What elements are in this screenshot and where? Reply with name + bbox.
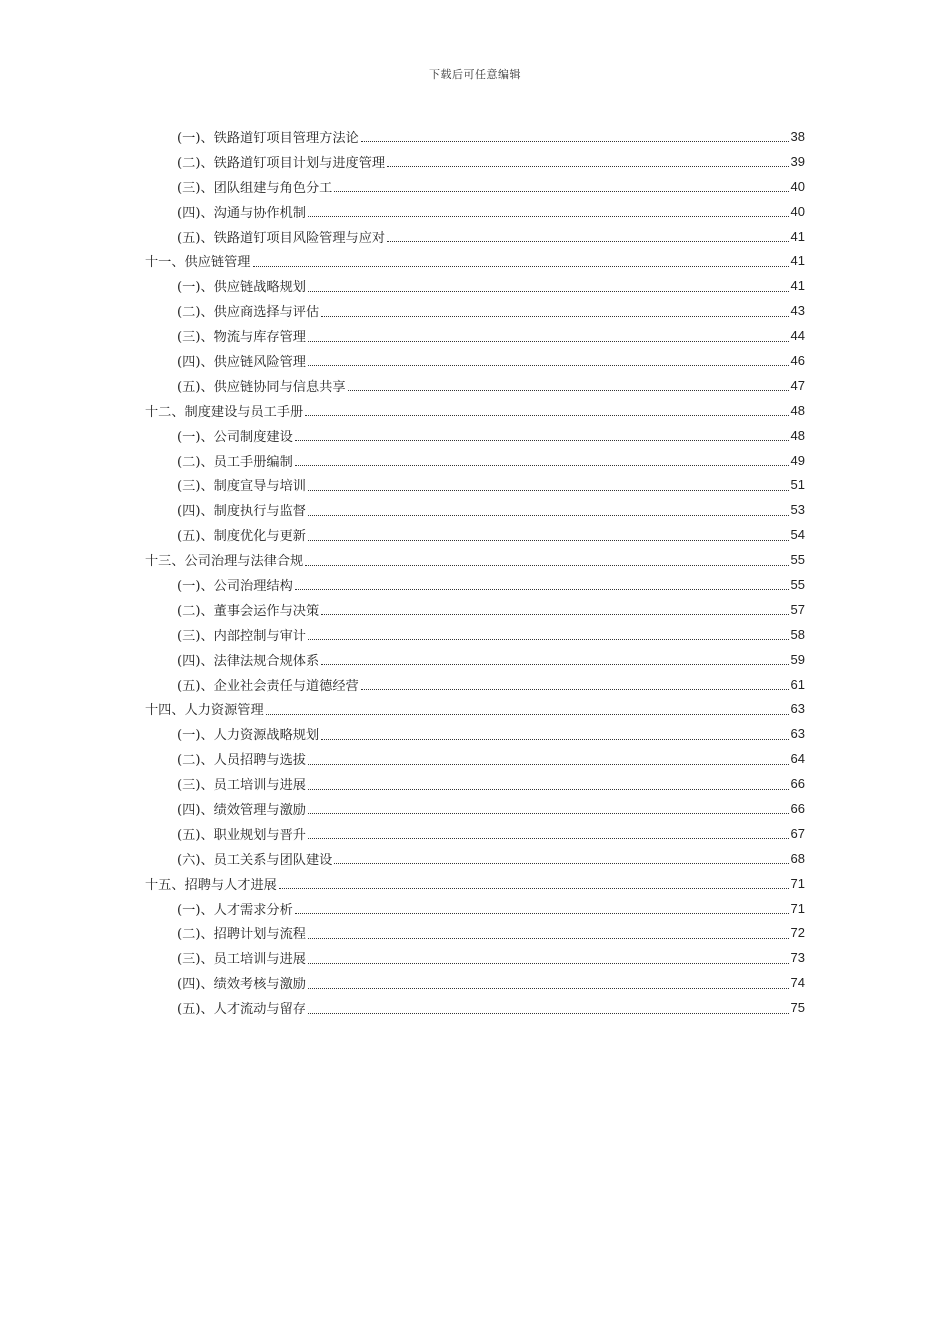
toc-entry-page-number: 66: [790, 800, 805, 816]
toc-entry-title: (二)、供应商选择与评估: [177, 305, 320, 321]
toc-entry-title: (二)、员工手册编制: [177, 454, 293, 470]
toc-dot-leader: [308, 987, 789, 989]
toc-dot-leader: [321, 738, 788, 740]
toc-entry-title: (一)、供应链战略规划: [177, 280, 306, 296]
toc-entry-page-number: 39: [790, 153, 805, 169]
toc-entry-title: (五)、铁路道钉项目风险管理与应对: [177, 230, 386, 246]
toc-dot-leader: [308, 539, 789, 541]
toc-dot-leader: [308, 763, 789, 765]
toc-dot-leader: [321, 613, 788, 615]
toc-entry-title: (四)、绩效管理与激励: [177, 802, 306, 818]
toc-entry-title: (四)、绩效考核与激励: [177, 977, 306, 993]
toc-section-entry[interactable]: [0, 273, 950, 298]
toc-section-entry[interactable]: [0, 448, 950, 473]
toc-dot-leader: [334, 862, 788, 864]
toc-entry-page-number: 71: [790, 875, 805, 891]
toc-section-entry[interactable]: [0, 796, 950, 821]
toc-section-entry[interactable]: [0, 846, 950, 871]
toc-entry-page-number: 61: [790, 676, 805, 692]
toc-entry-title: (五)、制度优化与更新: [177, 529, 306, 545]
toc-entry-page-number: 55: [790, 552, 805, 568]
toc-entry-page-number: 40: [790, 178, 805, 194]
toc-dot-leader: [308, 364, 789, 366]
toc-entry-page-number: 68: [790, 850, 805, 866]
toc-entry-title: (二)、招聘计划与流程: [177, 927, 306, 943]
toc-entry-page-number: 41: [790, 228, 805, 244]
toc-dot-leader: [361, 688, 789, 690]
toc-dot-leader: [308, 837, 789, 839]
toc-dot-leader: [308, 290, 789, 292]
toc-dot-leader: [387, 165, 788, 167]
toc-section-entry[interactable]: [0, 771, 950, 796]
toc-entry-title: (五)、供应链协同与信息共享: [177, 379, 346, 395]
toc-entry-title: (四)、制度执行与监督: [177, 504, 306, 520]
toc-entry-page-number: 57: [790, 601, 805, 617]
toc-chapter-entry[interactable]: [0, 398, 950, 423]
toc-entry-page-number: 40: [790, 203, 805, 219]
toc-entry-title: (二)、人员招聘与选拔: [177, 753, 306, 769]
toc-dot-leader: [308, 638, 789, 640]
toc-entry-page-number: 71: [790, 900, 805, 916]
toc-entry-page-number: 59: [790, 651, 805, 667]
toc-dot-leader: [266, 713, 789, 715]
toc-dot-leader: [308, 340, 789, 342]
toc-entry-page-number: 63: [790, 701, 805, 717]
toc-dot-leader: [295, 912, 789, 914]
toc-entry-title: (一)、人力资源战略规划: [177, 728, 320, 744]
toc-entry-title: 十一、供应链管理: [145, 255, 251, 271]
toc-section-entry[interactable]: [0, 224, 950, 249]
toc-entry-title: (四)、法律法规合规体系: [177, 653, 320, 669]
toc-entry-title: 十四、人力资源管理: [145, 703, 264, 719]
toc-entry-page-number: 73: [790, 950, 805, 966]
toc-dot-leader: [321, 315, 788, 317]
toc-entry-title: (三)、团队组建与角色分工: [177, 180, 333, 196]
toc-entry-title: (一)、公司制度建设: [177, 429, 293, 445]
toc-entry-page-number: 47: [790, 377, 805, 393]
toc-section-entry[interactable]: [0, 373, 950, 398]
toc-entry-page-number: 53: [790, 502, 805, 518]
toc-section-entry[interactable]: [0, 896, 950, 921]
toc-entry-title: (六)、员工关系与团队建设: [177, 852, 333, 868]
toc-dot-leader: [308, 962, 789, 964]
toc-section-entry[interactable]: [0, 970, 950, 995]
toc-section-entry[interactable]: [0, 423, 950, 448]
toc-entry-page-number: 51: [790, 477, 805, 493]
toc-dot-leader: [279, 887, 789, 889]
toc-entry-title: 十三、公司治理与法律合规: [145, 554, 304, 570]
toc-section-entry[interactable]: [0, 298, 950, 323]
toc-section-entry[interactable]: [0, 721, 950, 746]
toc-section-entry[interactable]: [0, 821, 950, 846]
toc-entry-page-number: 66: [790, 776, 805, 792]
toc-entry-page-number: 43: [790, 303, 805, 319]
toc-section-entry[interactable]: [0, 672, 950, 697]
toc-entry-page-number: 72: [790, 925, 805, 941]
toc-section-entry[interactable]: [0, 522, 950, 547]
toc-dot-leader: [387, 240, 788, 242]
toc-entry-page-number: 67: [790, 825, 805, 841]
toc-entry-page-number: 41: [790, 278, 805, 294]
toc-dot-leader: [308, 788, 789, 790]
toc-section-entry[interactable]: [0, 124, 950, 149]
toc-dot-leader: [361, 140, 789, 142]
toc-entry-page-number: 48: [790, 427, 805, 443]
toc-dot-leader: [308, 937, 789, 939]
toc-section-entry[interactable]: [0, 348, 950, 373]
toc-entry-page-number: 75: [790, 1000, 805, 1016]
toc-section-entry[interactable]: [0, 746, 950, 771]
toc-entry-page-number: 44: [790, 328, 805, 344]
toc-section-entry[interactable]: [0, 199, 950, 224]
toc-entry-title: (四)、供应链风险管理: [177, 354, 306, 370]
toc-dot-leader: [348, 389, 789, 391]
toc-section-entry[interactable]: [0, 995, 950, 1020]
toc-entry-title: (三)、制度宣导与培训: [177, 479, 306, 495]
table-of-contents: [0, 124, 950, 1020]
toc-chapter-entry[interactable]: [0, 871, 950, 896]
toc-entry-page-number: 54: [790, 527, 805, 543]
toc-entry-page-number: 48: [790, 402, 805, 418]
toc-section-entry[interactable]: [0, 472, 950, 497]
toc-dot-leader: [305, 564, 788, 566]
toc-section-entry[interactable]: [0, 174, 950, 199]
toc-entry-title: (五)、企业社会责任与道德经营: [177, 678, 359, 694]
page-header: 下载后可任意编辑: [429, 68, 521, 81]
toc-chapter-entry[interactable]: [0, 696, 950, 721]
toc-section-entry[interactable]: [0, 597, 950, 622]
toc-entry-title: (三)、员工培训与进展: [177, 778, 306, 794]
toc-dot-leader: [308, 215, 789, 217]
toc-entry-page-number: 49: [790, 452, 805, 468]
toc-entry-page-number: 64: [790, 751, 805, 767]
toc-entry-page-number: 38: [790, 128, 805, 144]
toc-entry-page-number: 63: [790, 726, 805, 742]
toc-entry-title: (一)、人才需求分析: [177, 902, 293, 918]
toc-entry-title: (一)、铁路道钉项目管理方法论: [177, 130, 359, 146]
toc-section-entry[interactable]: [0, 497, 950, 522]
toc-entry-title: (五)、人才流动与留存: [177, 1002, 306, 1018]
toc-dot-leader: [253, 265, 789, 267]
toc-entry-title: (四)、沟通与协作机制: [177, 205, 306, 221]
toc-dot-leader: [308, 489, 789, 491]
toc-dot-leader: [308, 1012, 789, 1014]
toc-entry-page-number: 41: [790, 253, 805, 269]
toc-dot-leader: [295, 464, 789, 466]
toc-section-entry[interactable]: [0, 921, 950, 946]
toc-entry-title: (三)、内部控制与审计: [177, 628, 306, 644]
toc-entry-page-number: 74: [790, 975, 805, 991]
toc-dot-leader: [295, 439, 789, 441]
toc-section-entry[interactable]: [0, 323, 950, 348]
toc-entry-page-number: 46: [790, 352, 805, 368]
toc-section-entry[interactable]: [0, 149, 950, 174]
toc-chapter-entry[interactable]: [0, 547, 950, 572]
toc-dot-leader: [308, 514, 789, 516]
toc-section-entry[interactable]: [0, 622, 950, 647]
toc-entry-title: 十二、制度建设与员工手册: [145, 404, 304, 420]
toc-entry-title: (五)、职业规划与晋升: [177, 827, 306, 843]
toc-section-entry[interactable]: [0, 945, 950, 970]
toc-entry-title: (二)、董事会运作与决策: [177, 603, 320, 619]
toc-entry-title: 十五、招聘与人才进展: [145, 877, 277, 893]
toc-entry-title: (三)、员工培训与进展: [177, 952, 306, 968]
toc-entry-title: (一)、公司治理结构: [177, 578, 293, 594]
toc-entry-page-number: 58: [790, 626, 805, 642]
toc-entry-title: (二)、铁路道钉项目计划与进度管理: [177, 155, 386, 171]
toc-section-entry[interactable]: [0, 647, 950, 672]
toc-entry-title: (三)、物流与库存管理: [177, 330, 306, 346]
toc-dot-leader: [334, 190, 788, 192]
toc-entry-page-number: 55: [790, 576, 805, 592]
toc-dot-leader: [321, 663, 788, 665]
toc-dot-leader: [295, 588, 789, 590]
toc-dot-leader: [305, 414, 788, 416]
toc-dot-leader: [308, 812, 789, 814]
toc-chapter-entry[interactable]: [0, 248, 950, 273]
toc-section-entry[interactable]: [0, 572, 950, 597]
